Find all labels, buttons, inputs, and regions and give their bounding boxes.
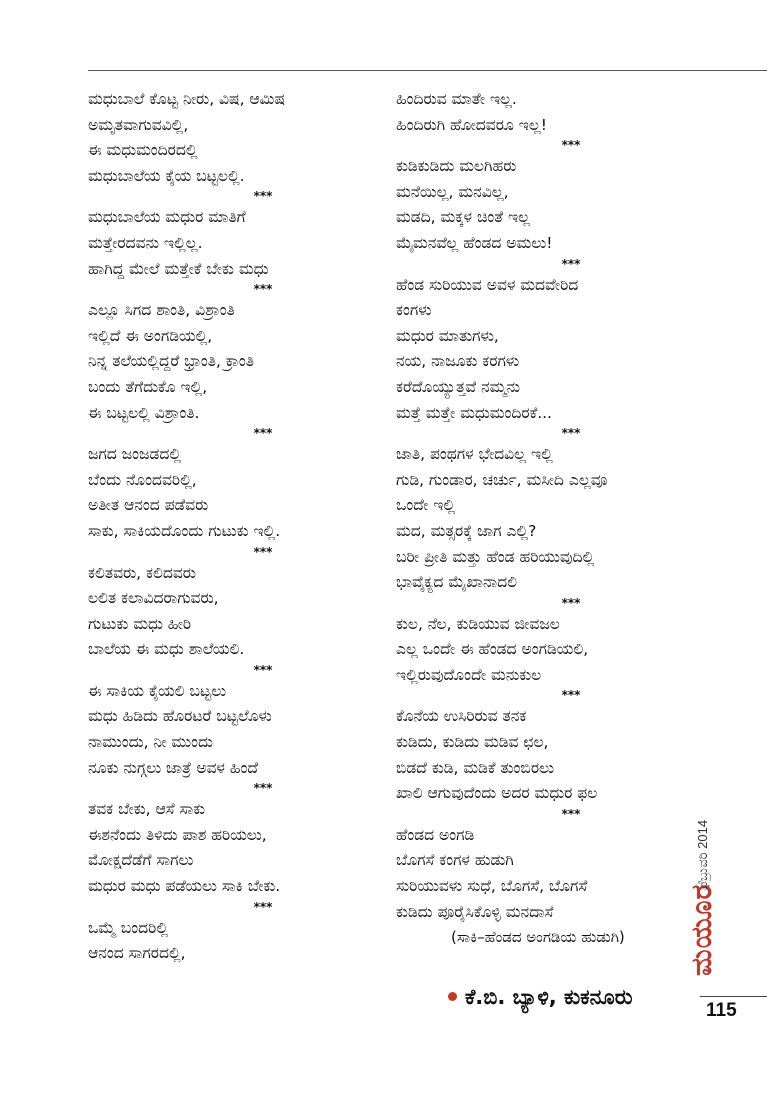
poem-line: ಕಲಿತವರು, ಕಲಿದವರು [88,563,196,582]
poem-line: ಮೋಕ್ಷದೆಡೆಗೆ ಸಾಗಲು [88,851,194,870]
poem-line: ಮೈಮನವೆಲ್ಲ ಹೆಂಡದ ಅಮಲು! [396,233,553,252]
poem-line: ಹಾಗಿದ್ದ ಮೇಲೆ ಮತ್ತೇಕೆ ಬೇಕು ಮಧು [88,259,269,278]
poem-line: ಬಿಡದೆ ಕುಡಿ, ಮಡಿಕೆ ತುಂಬಿರಲು [396,758,554,777]
poem-line: ತವಕ ಬೇಕು, ಆಸೆ ಸಾಕು [88,800,206,819]
poem-line: ಅತೀತ ಆನಂದ ಪಡೆವರು [88,496,209,515]
bullet-icon [448,992,457,1001]
poem-line: ಹೆಂಡದ ಅಂಗಡಿ [396,825,475,844]
poem-right-column [396,87,696,951]
poem-line: ಹಿಂದಿರುಗಿ ಹೋದವರೂ ಇಲ್ಲ! [396,115,547,134]
poem-line: ಗುಟುಕು ಮಧು ಹೀರಿ [88,614,192,633]
stanza-separator: *** [253,544,273,559]
top-rule [88,70,767,71]
stanza-separator: *** [561,806,581,821]
poem-line: ಗುಡಿ, ಗುಂಡಾರ, ಚರ್ಚು, ಮಸೀದಿ ಎಲ್ಲವೂ [396,470,608,489]
poem-line: ಒಮ್ಮೆ ಬಂದರಿಲ್ಲಿ [88,918,169,937]
masthead-title: ಮಯೂರ [685,883,718,976]
author-byline [448,982,633,1012]
poem-line: ನೂಕು ನುಗ್ಗಲು ಜಾತ್ರೆ ಅವಳ ಹಿಂದೆ [88,758,259,777]
poem-line: ಬರೀ ಪ್ರೀತಿ ಮತ್ತು ಹೆಂಡ ಹರಿಯುವುದಿಲ್ಲಿ [396,547,595,566]
poem-line: ಈ ಸಾಕಿಯ ಕೈಯಲಿ ಬಟ್ಟಲು [88,681,227,700]
poem-line: ಭಾವೈಕ್ಯದ ಮೈಖಾನಾದಲಿ [396,573,517,592]
poem-line: ಕುಡಿದು ಪೂರೈಸಿಕೊಳ್ಳಿ ಮನದಾಸೆ [396,902,554,921]
stanza-separator: *** [561,426,581,441]
poem-line: ಮತ್ತೆ ಮತ್ತೇ ಮಧುಮಂದಿರಕೆ... [396,403,552,422]
poem-line: ಕೊನೆಯ ಉಸಿರಿರುವ ತನಕ [396,707,527,726]
poem-line: ಎಲ್ಲೂ ಸಿಗದ ಶಾಂತಿ, ವಿಶ್ರಾಂತಿ [88,301,235,320]
footnote: (ಸಾಕಿ–ಹೆಂಡದ ಅಂಗಡಿಯ ಹುಡುಗಿ) [451,928,625,947]
poem-line: ಖಾಲಿ ಆಗುವುದೆಂದು ಅದರ ಮಧುರ ಫಲ [396,784,598,803]
poem-line: ಮಧುಬಾಲೆ ಕೊಟ್ಟ ನೀರು, ವಿಷ, ಆಮಿಷ [88,90,286,108]
poem-line: ಮಧುರ ಮಾತುಗಳು, [396,326,499,345]
poem-line: ನಿನ್ನ ತಲೆಯಲ್ಲಿದ್ದರೆ ಭ್ರಾಂತಿ, ಕ್ರಾಂತಿ [88,352,255,371]
stanza-separator: *** [253,189,273,204]
poem-line: ಸುರಿಯುವಳು ಸುಧೆ, ಬೊಗಸೆ, ಬೊಗಸೆ [396,877,588,896]
poem-line: ಕರೆದೊಯ್ಯುತ್ತವೆ ನಮ್ಮನು [396,377,521,396]
poem-line: ಮಡದಿ, ಮಕ್ಕಳ ಚಿಂತೆ ಇಲ್ಲ [396,208,531,227]
stanza-separator: *** [561,138,581,153]
magazine-masthead [681,780,725,980]
stanza-separator: *** [253,282,273,297]
poem-line: ಇಲ್ಲಿರುವುದೊಂದೇ ಮನುಕುಲ [396,665,542,684]
stanza-separator: *** [253,899,273,914]
poem-line: ಹಿಂದಿರುವ ಮಾತೇ ಇಲ್ಲ. [396,90,517,108]
page-number: 115 [706,1000,737,1021]
poem-line: ಜಗದ ಜಂಜಡದಲ್ಲಿ [88,445,182,464]
page-number-rule [700,996,767,997]
poem-line: ನಯ, ನಾಜೂಕು ಕರಗಳು [396,352,520,371]
poem-line: ಮನೆಯಿಲ್ಲ, ಮನವಿಲ್ಲ, [396,182,509,201]
stanza-separator: *** [561,595,581,610]
poem-line: ಮಧುರ ಮಧು ಪಡೆಯಲು ಸಾಕಿ ಬೇಕು. [88,877,281,896]
poem-line: ಮದ, ಮತ್ಸರಕ್ಕೆ ಜಾಗ ಎಲ್ಲಿ? [396,521,537,540]
poem-line: ಮಧು ಹಿಡಿದು ಹೊರಟರೆ ಬಟ್ಟಲೊಳು [88,707,272,726]
stanza-separator: *** [561,256,581,271]
author-name: ಕೆ.ಬಿ. ಬ್ಯಾಳಿ, ಕುಕನೂರು [465,985,633,1009]
poem-line: ಕುಡಿಕುಡಿದು ಮಲಗಿಹರು [396,157,517,176]
poem-line: ಬಾಲೆಯ ಈ ಮಧು ಶಾಲೆಯಲಿ. [88,640,245,659]
poem-line: ಈಶನೆಂದು ತಿಳಿದು ಪಾಶ ಹರಿಯಲು, [88,825,267,844]
masthead-date: ಫೆಬ್ರುವರಿ 2014 [695,819,710,890]
poem-line: ಜಾತಿ, ಪಂಥಗಳ ಭೇದವಿಲ್ಲ ಇಲ್ಲಿ [396,445,553,464]
stanza-separator: *** [253,781,273,796]
stanza-separator: *** [561,688,581,703]
poem-line: ಬೆಂದು ನೊಂದವರಿಲ್ಲಿ, [88,470,197,489]
stanza-separator: *** [253,662,273,677]
poem-line: ಮಧುಬಾಲೆಯ ಕೈಯ ಬಟ್ಟಲಲ್ಲಿ. [88,166,245,185]
poem-line: ಹೆಂಡ ಸುರಿಯುವ ಅವಳ ಮದವೇರಿದ [396,275,579,294]
stanza-separator: *** [253,426,273,441]
poem-line: ಕುಲ, ನೆಲ, ಕುಡಿಯುವ ಜೀವಜಲ [396,614,560,633]
poem-line: ಒಂದೇ ಇಲ್ಲಿ [396,496,456,515]
poem-line: ನಾಮುಂದು, ನೀ ಮುಂದು [88,733,213,752]
poem-line: ಆನಂದ ಸಾಗರದಲ್ಲಿ, [88,944,186,963]
poem-line: ಮತ್ತೇರದವನು ಇಲ್ಲಿಲ್ಲ. [88,233,203,252]
poem-line: ಅಮೃತವಾಗುವವಿಲ್ಲಿ, [88,115,189,134]
poem-line: ಇಲ್ಲಿದೆ ಈ ಅಂಗಡಿಯಲ್ಲಿ, [88,326,213,345]
poem-line: ಬೊಗಸೆ ಕಂಗಳ ಹುಡುಗಿ [396,851,514,870]
poem-line: ಈ ಮಧುಮಂದಿರದಲ್ಲಿ [88,141,198,160]
poem-line: ಲಲಿತ ಕಲಾವಿದರಾಗುವರು, [88,589,219,608]
poem-line: ಸಾಕು, ಸಾಕಿಯದೊಂದು ಗುಟುಕು ಇಲ್ಲಿ. [88,521,281,540]
poem-line: ಕುಡಿದು, ಕುಡಿದು ಮಡಿವ ಛಲ, [396,733,549,752]
poem-line: ಕಂಗಳು [396,301,432,320]
poem-line: ಬಂದು ತೆಗೆದುಕೊ ಇಲ್ಲಿ, [88,377,208,396]
poem-left-column [88,87,388,967]
poem-line: ಮಧುಬಾಲೆಯ ಮಧುರ ಮಾತಿಗೆ [88,208,246,227]
poem-line: ಈ ಬಟ್ಟಲಲ್ಲಿ ವಿಶ್ರಾಂತಿ. [88,403,200,422]
poem-line: ಎಲ್ಲ ಒಂದೇ ಈ ಹೆಂಡದ ಅಂಗಡಿಯಲಿ, [396,640,589,659]
